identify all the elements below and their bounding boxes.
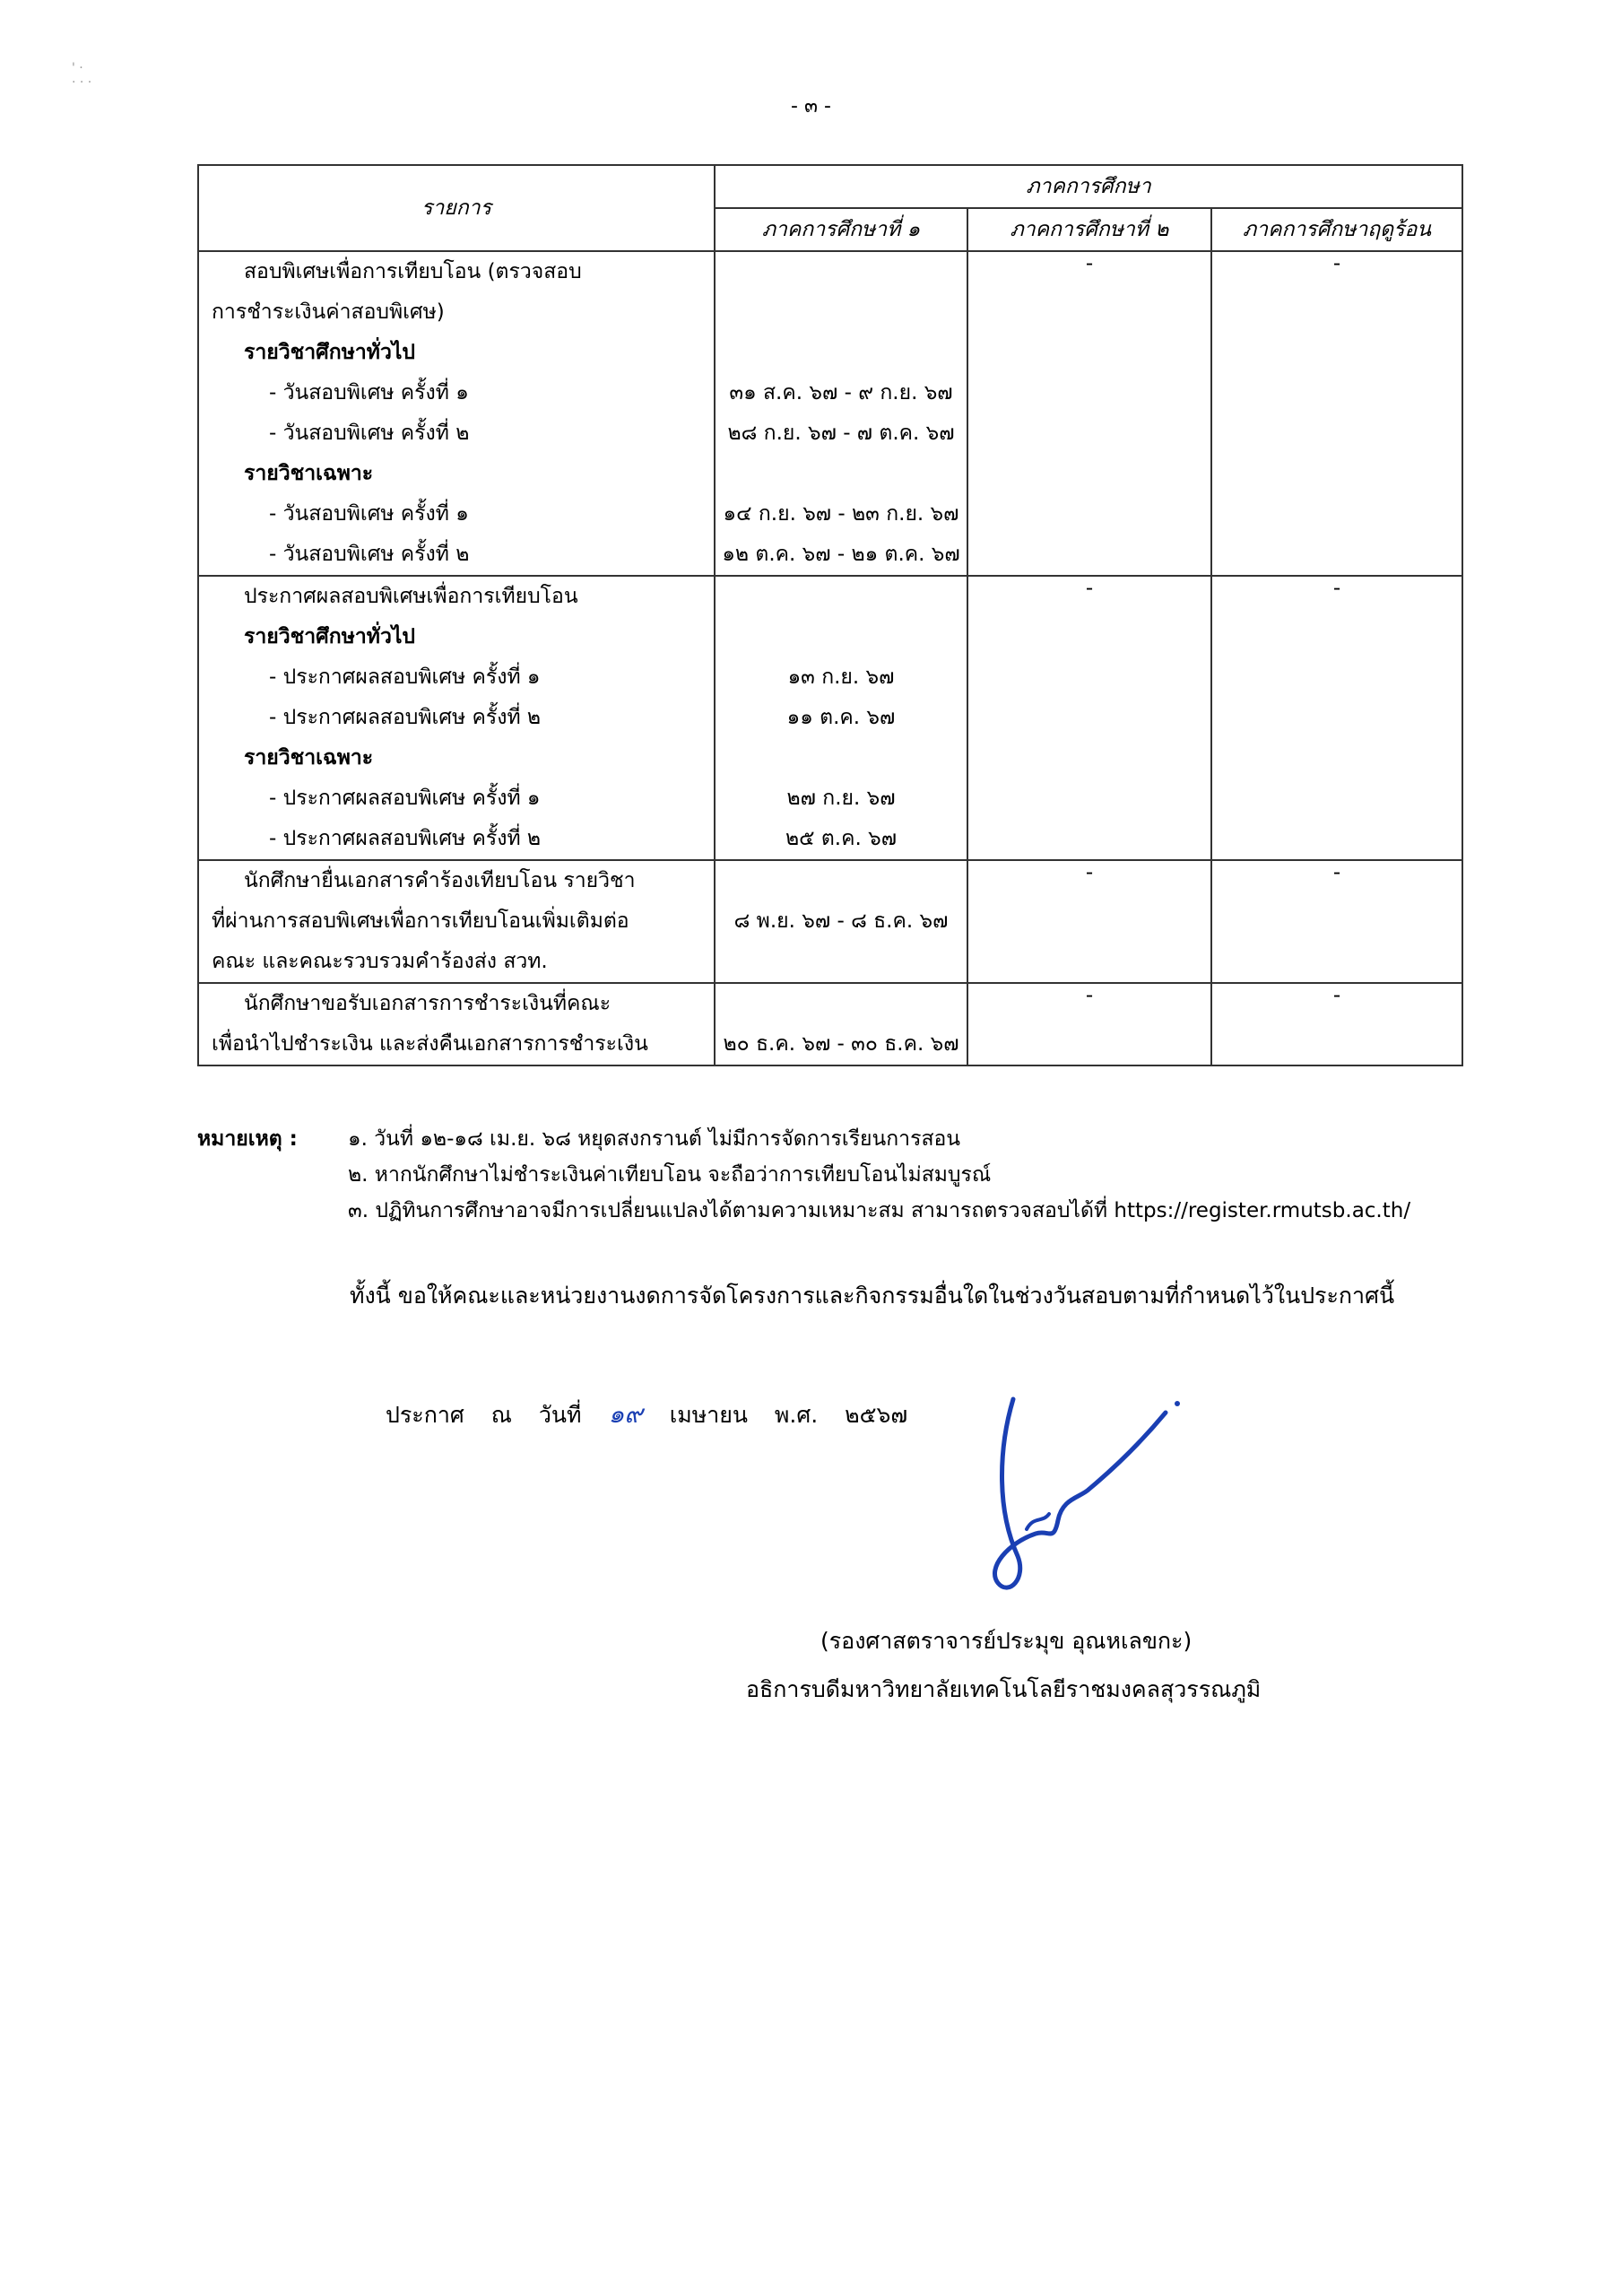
notes-section: [197, 1121, 1410, 1229]
announce-word: ประกาศ: [386, 1402, 464, 1428]
note-row-3: [197, 1193, 1410, 1229]
page-number: - ๓ -: [791, 95, 831, 117]
header-semester-group: ภาคการศึกษา: [715, 165, 1462, 208]
item-line: นักศึกษาขอรับเอกสารการชำระเงินที่คณะ: [244, 992, 612, 1015]
semester-1-cell: [715, 860, 967, 983]
semester-1-date: [716, 984, 967, 1024]
announce-month: เมษายน: [669, 1402, 748, 1428]
closing-paragraph: ทั้งนี้ ขอให้คณะและหน่วยงานงดการจัดโครงการและกิจกรรมอื่นใดในช่วงวันสอบตามที่กำหนดไว้ในประกาศนี้: [350, 1283, 1395, 1309]
semester-1-date: ๒๘ ก.ย. ๖๗ - ๗ ต.ค. ๖๗: [727, 422, 955, 445]
scan-marks: ' · · · ·: [72, 61, 92, 90]
semester-1-date: [716, 617, 967, 657]
semester-1-date: [716, 738, 967, 778]
item-line: - วันสอบพิเศษ ครั้งที่ ๑: [269, 502, 469, 526]
signatory-name: (รองศาสตราจารย์ประมุข อุณหเลขกะ): [820, 1628, 1193, 1654]
schedule-table-body: [198, 251, 1462, 1065]
summer-cell: -: [1211, 983, 1462, 1065]
semester-1-date: ๑๓ ก.ย. ๖๗: [787, 665, 895, 689]
semester-1-date: [716, 292, 967, 333]
item-line: - ประกาศผลสอบพิเศษ ครั้งที่ ๑: [269, 665, 541, 689]
closing-section: [197, 1274, 1462, 1318]
semester-1-date: [716, 333, 967, 373]
announcement-date: [386, 1395, 927, 1434]
announce-day: ๑๙: [608, 1399, 643, 1429]
semester-2-cell: -: [967, 983, 1211, 1065]
announce-date-label: วันที่: [538, 1402, 582, 1428]
semester-1-cell: [715, 576, 967, 860]
item-line: - วันสอบพิเศษ ครั้งที่ ๑: [269, 381, 469, 404]
item-line: - วันสอบพิเศษ ครั้งที่ ๒: [269, 422, 470, 445]
item-line: นักศึกษายื่นเอกสารคำร้องเทียบโอน รายวิชา: [244, 869, 636, 892]
semester-1-cell: [715, 983, 967, 1065]
item-cell: [198, 251, 715, 576]
semester-1-cell: [715, 251, 967, 576]
item-line: - ประกาศผลสอบพิเศษ ครั้งที่ ๒: [269, 827, 542, 850]
item-cell: [198, 860, 715, 983]
semester-1-date: ๑๔ ก.ย. ๖๗ - ๒๓ ก.ย. ๖๗: [723, 502, 959, 526]
header-item: รายการ: [198, 165, 715, 251]
item-line: รายวิชาศึกษาทั่วไป: [244, 341, 416, 364]
semester-1-date: [716, 861, 967, 901]
semester-2-cell: -: [967, 251, 1211, 576]
item-line: การชำระเงินค่าสอบพิเศษ): [212, 300, 445, 324]
item-line: เพื่อนำไปชำระเงิน และส่งคืนเอกสารการชำระเงิน: [212, 1032, 648, 1056]
item-cell: [198, 983, 715, 1065]
header-semester-2: ภาคการศึกษาที่ ๒: [967, 208, 1211, 251]
signature-image: [973, 1363, 1188, 1605]
item-line: รายวิชาเฉพาะ: [244, 746, 374, 770]
announce-at: ณ: [490, 1402, 512, 1428]
table-row: [198, 251, 1462, 576]
semester-1-date: ๑๒ ต.ค. ๖๗ - ๒๑ ต.ค. ๖๗: [722, 543, 960, 566]
schedule-table: [197, 164, 1463, 1066]
item-line: ประกาศผลสอบพิเศษเพื่อการเทียบโอน: [244, 585, 578, 608]
semester-1-date: ๒๗ ก.ย. ๖๗: [786, 787, 896, 810]
signatory-position: อธิการบดีมหาวิทยาลัยเทคโนโลยีราชมงคลสุวรรณภูมิ: [746, 1676, 1262, 1702]
header-summer: ภาคการศึกษาฤดูร้อน: [1211, 208, 1462, 251]
summer-cell: -: [1211, 251, 1462, 576]
semester-2-cell: -: [967, 860, 1211, 983]
note-row-1: [197, 1121, 1410, 1157]
item-line: รายวิชาเฉพาะ: [244, 462, 374, 485]
announce-era: พ.ศ.: [774, 1402, 819, 1428]
item-line: - วันสอบพิเศษ ครั้งที่ ๒: [269, 543, 470, 566]
semester-1-date: [716, 252, 967, 292]
semester-1-date: [716, 454, 967, 494]
semester-1-date: ๑๑ ต.ค. ๖๗: [786, 706, 896, 729]
note-item-1: ๑. วันที่ ๑๒-๑๘ เม.ย. ๖๘ หยุดสงกรานต์ ไม่มีการจัดการเรียนการสอน: [348, 1127, 961, 1151]
note-item-2: ๒. หากนักศึกษาไม่ชำระเงินค่าเทียบโอน จะถือว่าการเทียบโอนไม่สมบูรณ์: [348, 1163, 992, 1187]
note-row-2: [197, 1157, 1410, 1193]
item-line: - ประกาศผลสอบพิเศษ ครั้งที่ ๒: [269, 706, 542, 729]
item-cell: [198, 576, 715, 860]
item-line: - ประกาศผลสอบพิเศษ ครั้งที่ ๑: [269, 787, 541, 810]
semester-2-cell: -: [967, 576, 1211, 860]
header-semester-1: ภาคการศึกษาที่ ๑: [715, 208, 967, 251]
table-row: [198, 983, 1462, 1065]
notes-label: หมายเหตุ :: [197, 1127, 298, 1151]
semester-1-date: ๒๕ ต.ค. ๖๗: [785, 827, 898, 850]
semester-1-date: ๘ พ.ย. ๖๗ - ๘ ธ.ค. ๖๗: [733, 909, 949, 933]
semester-1-date: ๓๑ ส.ค. ๖๗ - ๙ ก.ย. ๖๗: [729, 381, 953, 404]
summer-cell: -: [1211, 860, 1462, 983]
summer-cell: -: [1211, 576, 1462, 860]
table-row: [198, 576, 1462, 860]
semester-1-date: ๒๐ ธ.ค. ๖๗ - ๓๐ ธ.ค. ๖๗: [723, 1032, 959, 1056]
table-row: [198, 860, 1462, 983]
item-line: คณะ และคณะรวบรวมคำร้องส่ง สวท.: [212, 950, 548, 973]
semester-1-date: [716, 942, 967, 982]
announce-year: ๒๕๖๗: [845, 1402, 908, 1428]
note-item-3: ๓. ปฏิทินการศึกษาอาจมีการเปลี่ยนแปลงได้ตามความเหมาะสม สามารถตรวจสอบได้ที่ https://register.rmutsb.ac.th/: [348, 1199, 1411, 1222]
item-line: สอบพิเศษเพื่อการเทียบโอน (ตรวจสอบ: [244, 260, 582, 283]
semester-1-date: [716, 577, 967, 617]
item-line: ที่ผ่านการสอบพิเศษเพื่อการเทียบโอนเพิ่มเติมต่อ: [212, 909, 629, 933]
item-line: รายวิชาศึกษาทั่วไป: [244, 625, 416, 648]
